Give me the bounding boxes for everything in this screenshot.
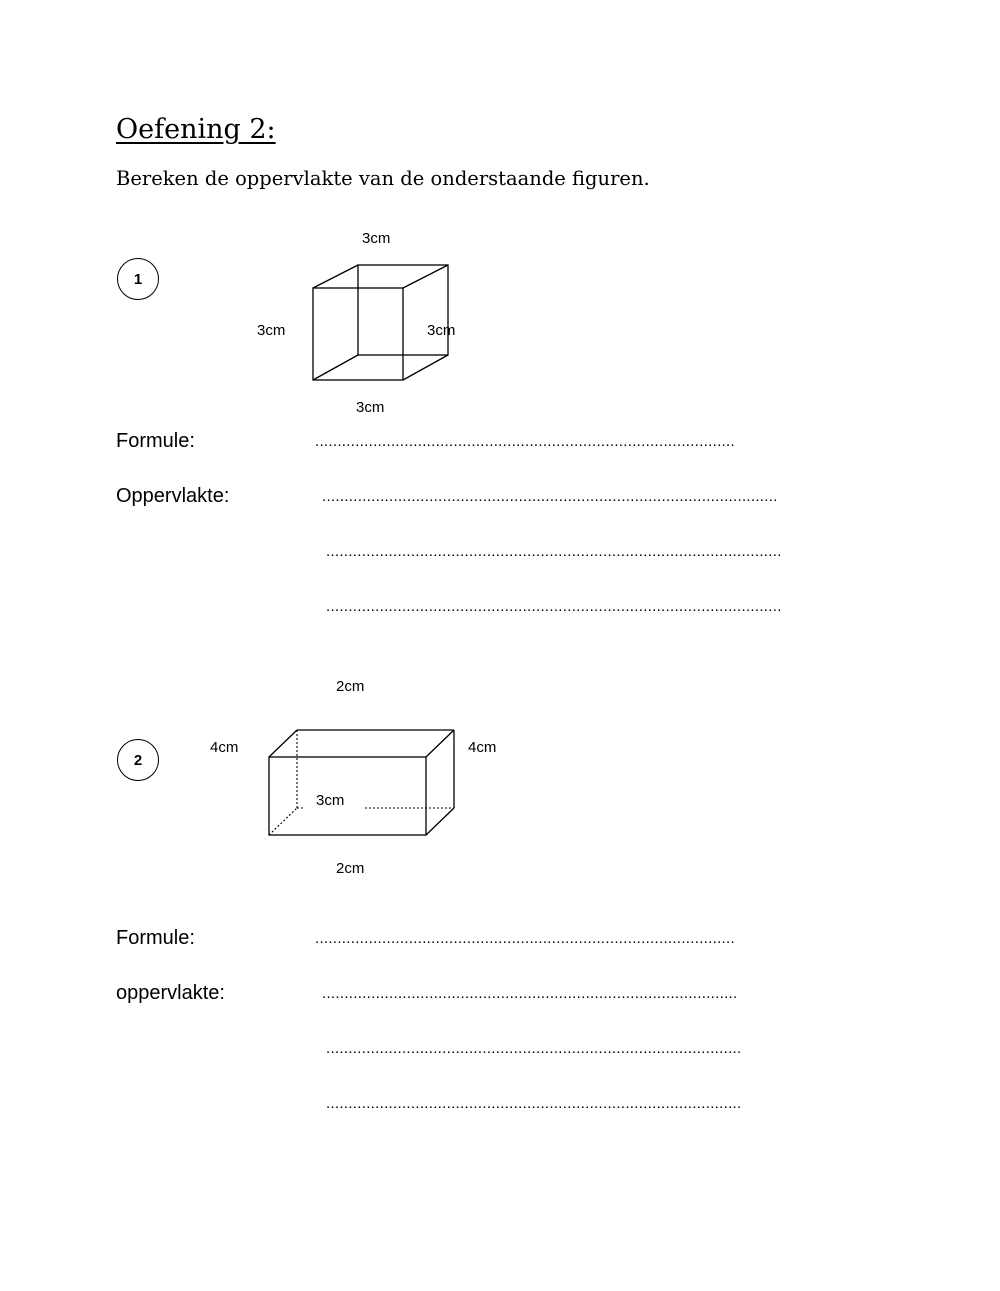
cube-top-dimension: 3cm — [362, 230, 391, 247]
answer-line[interactable]: ............................................................................................. — [322, 985, 738, 1002]
answer-line-formula[interactable]: .............................................................................................. — [315, 433, 735, 450]
cube-left-dimension: 3cm — [257, 322, 286, 339]
answer-line[interactable]: ...................................................................................................... — [326, 598, 782, 615]
exercise-title: Oefening 2: — [116, 114, 276, 145]
cuboid-edge — [269, 730, 297, 757]
cuboid-front-face — [269, 757, 426, 835]
cube-bottom-dimension: 3cm — [356, 399, 385, 416]
cuboid-left-dimension: 4cm — [210, 739, 239, 756]
answer-line[interactable]: ...................................................................................................... — [326, 543, 782, 560]
exercise-number-badge: 2 — [117, 739, 159, 781]
area-label: oppervlakte: — [116, 982, 225, 1004]
formula-label: Formule: — [116, 927, 195, 949]
instruction-text: Bereken de oppervlakte van de onderstaande figuren. — [116, 167, 650, 190]
cuboid-inner-dimension: 3cm — [316, 792, 345, 809]
formula-label: Formule: — [116, 430, 195, 452]
area-label: Oppervlakte: — [116, 485, 230, 507]
cuboid-edge — [426, 730, 454, 757]
answer-line[interactable]: ............................................................................................. — [326, 1040, 742, 1057]
cuboid-hidden-edge — [269, 808, 297, 835]
cuboid-edge — [426, 808, 454, 835]
answer-line[interactable]: ...................................................................................................... — [322, 488, 778, 505]
exercise-number-badge: 1 — [117, 258, 159, 300]
cuboid-right-dimension: 4cm — [468, 739, 497, 756]
cube-right-dimension: 3cm — [427, 322, 456, 339]
cuboid-top-dimension: 2cm — [336, 678, 365, 695]
answer-line[interactable]: ............................................................................................. — [326, 1095, 742, 1112]
cuboid-bottom-dimension: 2cm — [336, 860, 365, 877]
answer-line-formula[interactable]: .............................................................................................. — [315, 930, 735, 947]
